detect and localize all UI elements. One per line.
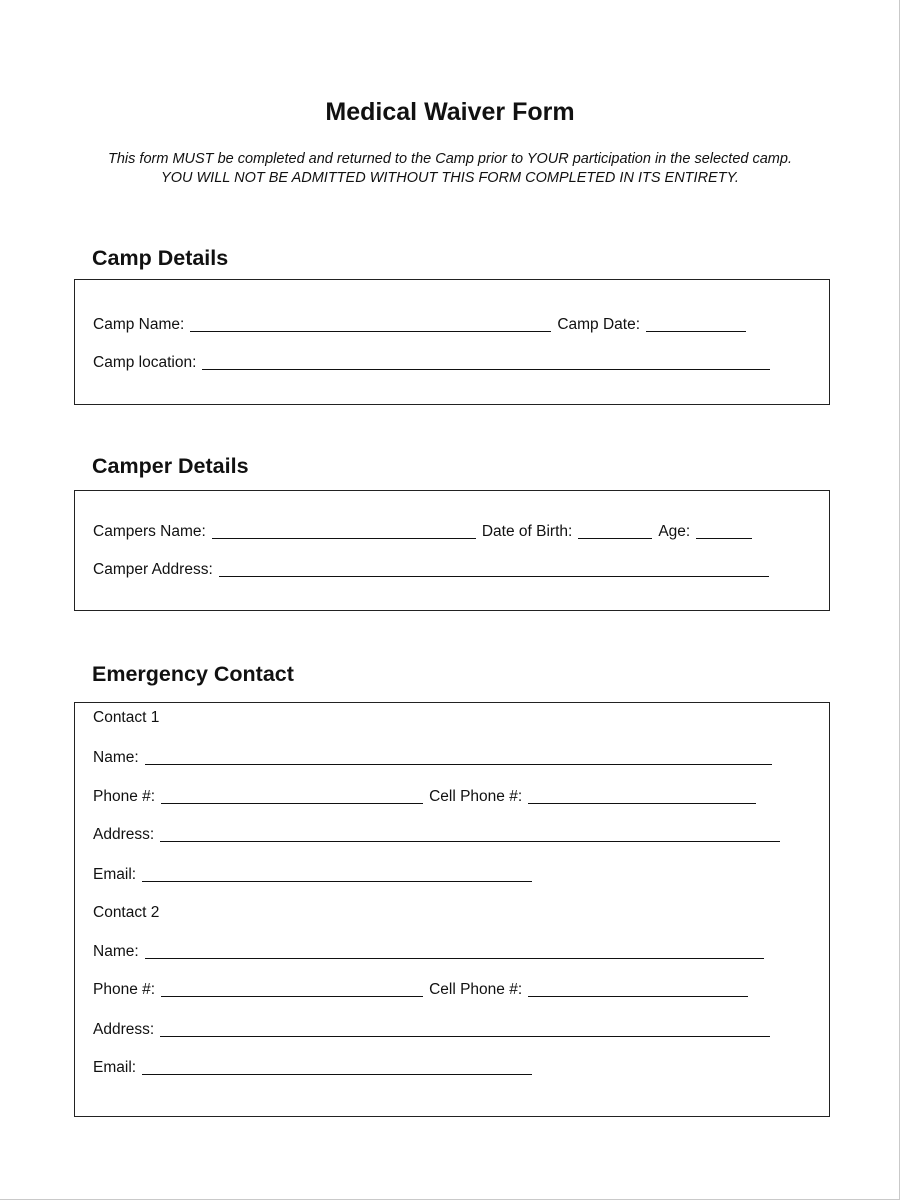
camper-address-row: [93, 559, 769, 579]
contact-2-label: Contact 2: [93, 904, 160, 921]
contact-1-name-row: [93, 747, 772, 767]
contact-2-email-label: Email:: [93, 1059, 137, 1076]
campers-name-field[interactable]: [212, 538, 476, 539]
contact-1-name-field[interactable]: [145, 764, 772, 765]
contact-1-cell-field[interactable]: [528, 803, 756, 804]
contact-1-name-label: Name:: [93, 749, 139, 766]
contact-2-name-label: Name:: [93, 943, 139, 960]
campers-name-label: Campers Name:: [93, 523, 206, 540]
contact-1-phone-field[interactable]: [161, 803, 423, 804]
contact-2-name-field[interactable]: [145, 958, 764, 959]
camp-name-field[interactable]: [190, 331, 551, 332]
contact-2-address-row: [93, 1019, 770, 1039]
camper-details-box: [74, 490, 830, 611]
contact-2-cell-field[interactable]: [528, 996, 748, 997]
date-of-birth-field[interactable]: [578, 538, 652, 539]
contact-1-email-row: [93, 864, 532, 884]
camp-name-row: [93, 314, 746, 334]
contact-1-address-field[interactable]: [160, 841, 780, 842]
emergency-contact-box: [74, 702, 830, 1117]
camper-details-heading: Camper Details: [92, 454, 249, 478]
contact-2-name-row: [93, 941, 764, 961]
age-field[interactable]: [696, 538, 752, 539]
camper-address-field[interactable]: [219, 576, 769, 577]
camper-address-label: Camper Address:: [93, 561, 213, 578]
contact-2-phone-field[interactable]: [161, 996, 423, 997]
contact-2-address-field[interactable]: [160, 1036, 770, 1037]
date-of-birth-label: Date of Birth:: [481, 523, 573, 540]
contact-1-phone-label: Phone #:: [93, 788, 156, 805]
camp-location-row: [93, 352, 770, 372]
camp-location-label: Camp location:: [93, 354, 197, 371]
age-label: Age:: [658, 523, 691, 540]
contact-1-label: Contact 1: [93, 709, 160, 726]
emergency-contact-heading: Emergency Contact: [92, 662, 294, 686]
camp-location-field[interactable]: [202, 369, 770, 370]
campers-name-row: [93, 521, 752, 541]
camp-details-box: [74, 279, 830, 405]
contact-2-cell-label: Cell Phone #:: [429, 981, 523, 998]
contact-1-address-label: Address:: [93, 826, 155, 843]
contact-1-address-row: [93, 824, 780, 844]
camp-date-field[interactable]: [646, 331, 746, 332]
camp-name-label: Camp Name:: [93, 316, 185, 333]
camp-date-label: Camp Date:: [557, 316, 641, 333]
contact-2-email-row: [93, 1057, 532, 1077]
contact-2-address-label: Address:: [93, 1021, 155, 1038]
contact-1-cell-label: Cell Phone #:: [429, 788, 523, 805]
contact-1-email-field[interactable]: [142, 881, 532, 882]
contact-1-email-label: Email:: [93, 866, 137, 883]
contact-2-email-field[interactable]: [142, 1074, 532, 1075]
contact-2-phone-label: Phone #:: [93, 981, 156, 998]
camp-details-heading: Camp Details: [92, 246, 229, 270]
contact-1-phone-row: [93, 786, 756, 806]
form-instructions: This form MUST be completed and returned to the Camp prior to YOUR participation in the selected camp. YOU WILL NOT BE ADMITTED WITHOUT THIS FORM COMPLETED IN ITS ENTIRETY.: [108, 151, 792, 186]
contact-2-phone-row: [93, 979, 748, 999]
form-title: Medical Waiver Form: [325, 98, 575, 126]
